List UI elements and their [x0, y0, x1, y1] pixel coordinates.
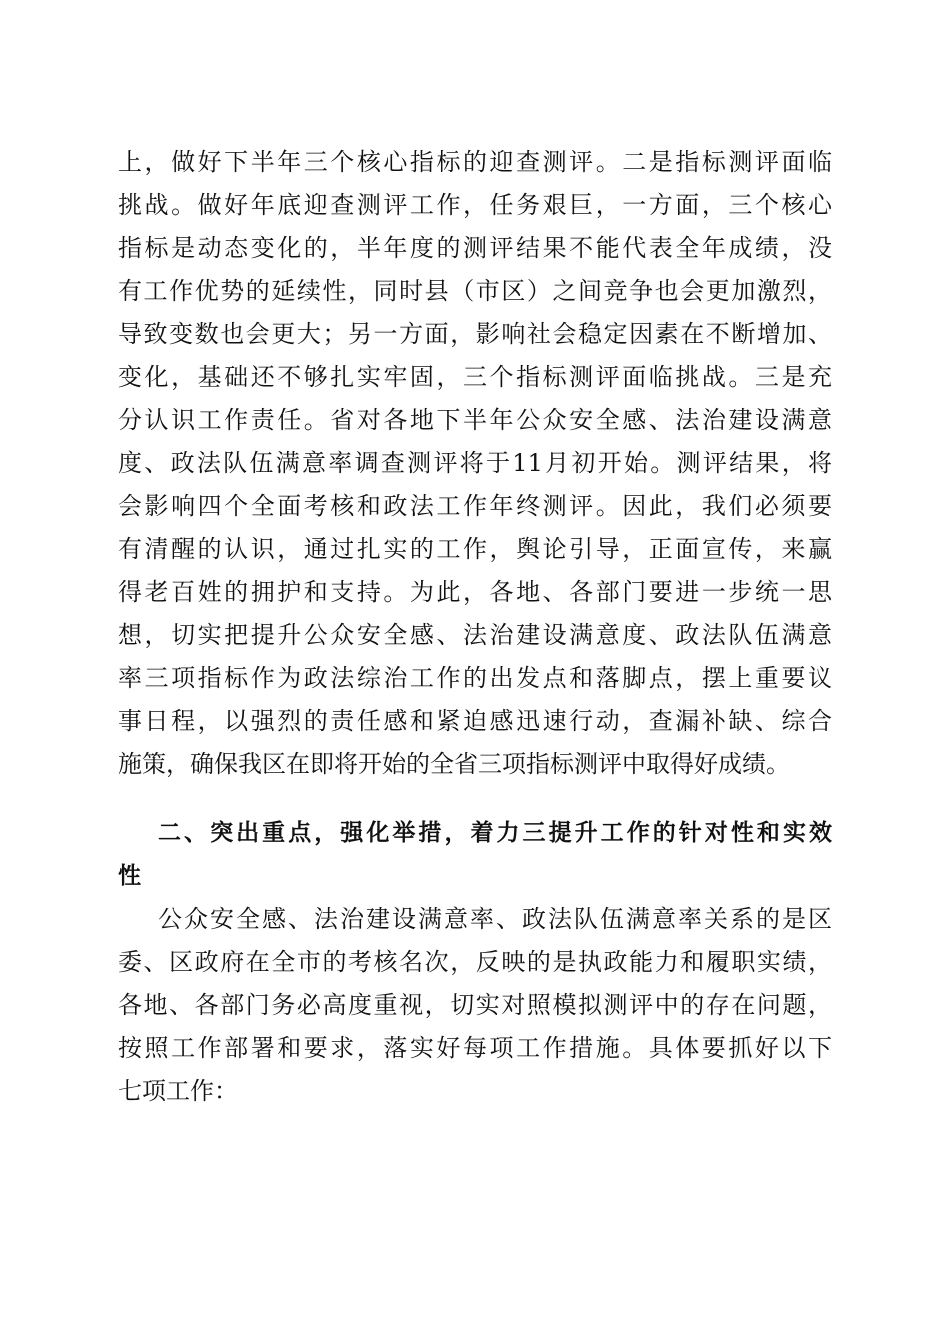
- paragraph-2: [118, 898, 832, 1113]
- paragraph-line: 想，切实把提升公众安全感、法治建设满意度、政法队伍满意: [118, 621, 832, 649]
- paragraph-line: 各地、各部门务必高度重视，切实对照模拟测评中的存在问题，: [118, 991, 832, 1019]
- paragraph-line: 导致变数也会更大；另一方面，影响社会稳定因素在不断增加、: [118, 320, 832, 348]
- paragraph-line: 分认识工作责任。省对各地下半年公众安全感、法治建设满意: [118, 406, 832, 434]
- paragraph-line: 会影响四个全面考核和政法工作年终测评。因此，我们必须要: [118, 492, 832, 520]
- paragraph-line: 有工作优势的延续性，同时县（市区）之间竞争也会更加激烈，: [118, 277, 832, 305]
- paragraph-line: 有清醒的认识，通过扎实的工作，舆论引导，正面宣传，来赢: [118, 535, 832, 563]
- paragraph-line: 得老百姓的拥护和支持。为此，各地、各部门要进一步统一思: [118, 578, 832, 606]
- paragraph-line: 指标是动态变化的，半年度的测评结果不能代表全年成绩，没: [118, 234, 832, 262]
- paragraph-line: 度、政法队伍满意率调查测评将于11月初开始。测评结果，将: [118, 449, 832, 477]
- paragraph-line: 公众安全感、法治建设满意率、政法队伍满意率关系的是区: [158, 905, 832, 933]
- paragraph-line: 变化，基础还不够扎实牢固，三个指标测评面临挑战。三是充: [118, 363, 832, 391]
- paragraph-line: 按照工作部署和要求，落实好每项工作措施。具体要抓好以下: [118, 1034, 832, 1062]
- section-heading-2: [118, 812, 832, 898]
- heading-line: 性: [118, 863, 141, 889]
- paragraph-line: 挑战。做好年底迎查测评工作，任务艰巨，一方面，三个核心: [118, 191, 832, 219]
- paragraph-line: 施策，确保我区在即将开始的全省三项指标测评中取得好成绩。: [118, 750, 790, 778]
- paragraph-line: 上，做好下半年三个核心指标的迎查测评。二是指标测评面临: [118, 148, 832, 176]
- paragraph-1: [118, 141, 832, 786]
- heading-line: 二、突出重点，强化举措，着力三提升工作的针对性和实效: [158, 820, 832, 846]
- paragraph-line: 委、区政府在全市的考核名次，反映的是执政能力和履职实绩，: [118, 948, 832, 976]
- paragraph-line: 事日程，以强烈的责任感和紧迫感迅速行动，查漏补缺、综合: [118, 707, 832, 735]
- paragraph-line: 七项工作：: [118, 1077, 238, 1105]
- paragraph-line: 率三项指标作为政法综治工作的出发点和落脚点，摆上重要议: [118, 664, 832, 692]
